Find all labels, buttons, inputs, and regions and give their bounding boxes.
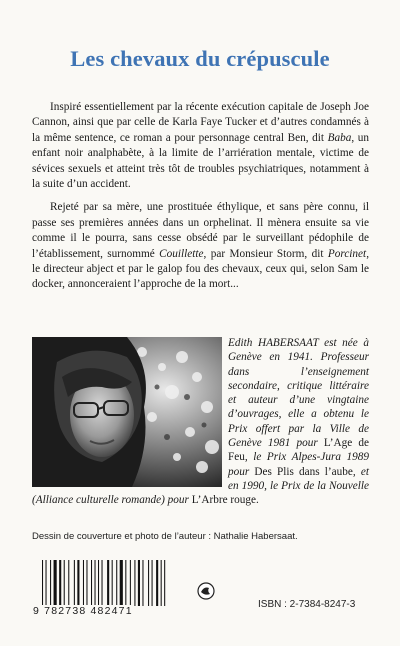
book-title-ref: L’Arbre rouge (191, 494, 257, 507)
character-nickname: Baba (327, 131, 352, 144)
blurb-text: , par Monsieur Storm, dit (203, 247, 328, 260)
back-cover-blurb (32, 100, 369, 301)
character-nickname: Porcinet (327, 247, 367, 260)
book-title-ref: Des Plis dans l’aube (254, 465, 353, 478)
bio-text: , et en 1990, le Prix de la Nouvelle (Alliance culturelle romande) pour (32, 465, 369, 507)
book-title: Les chevaux du crépuscule (70, 46, 330, 71)
bio-text: , le Prix Alpes-Jura 1989 pour (228, 451, 369, 478)
author-bio (32, 336, 369, 508)
book-title-ref: L’Age de Feu (228, 437, 369, 464)
character-nickname: Couillette (159, 247, 204, 260)
blurb-paragraph-2 (32, 200, 369, 292)
blurb-paragraph-1 (32, 100, 369, 192)
blurb-text: Inspiré essentiellement par la récente exécution capitale de Joseph Joe Cannon, ainsi que par celle de Karla Faye Tucker et d’autres condamnés à la même sentence, ce roman a pour personnage central Ben, dit (32, 101, 369, 144)
blurb-text: Rejeté par sa mère, une prostituée éthylique, et sans père connu, il passe ses premières années dans un orphelinat. Il mènera ensuite sa vie comme il le pourra, sans cesse obsédé par le surveillant pédophile de l’établissement, surnommé (32, 201, 369, 260)
cover-credit: Dessin de couverture et photo de l’auteur : Nathalie Habersaat. (32, 531, 298, 542)
blurb-text: , le directeur abject et par le galop fou des chevaux, ceux qui, selon Sam le docker, annonceraient l’approche de la mort... (32, 247, 369, 291)
barcode-digits: 9 782738 482471 (33, 605, 133, 617)
bio-text: . (256, 494, 259, 507)
isbn: ISBN : 2-7384-8247-3 (258, 599, 356, 610)
blurb-text: , un enfant noir analphabète, à la limite de l’arriération mentale, victime de sévices sexuels et atteint très tôt de troubles psychiatriques, notamment à la suite d’un accident. (32, 131, 369, 191)
bio-text: Edith HABERSAAT est née à Genève en 1941. Professeur dans l’enseignement secondaire, critique littéraire et auteur d’une vingtaine d’ouvrages, elle a obtenu le Prix offert par la Ville de Genève 1981 pour (228, 337, 369, 450)
publisher-logo-icon (197, 582, 215, 600)
